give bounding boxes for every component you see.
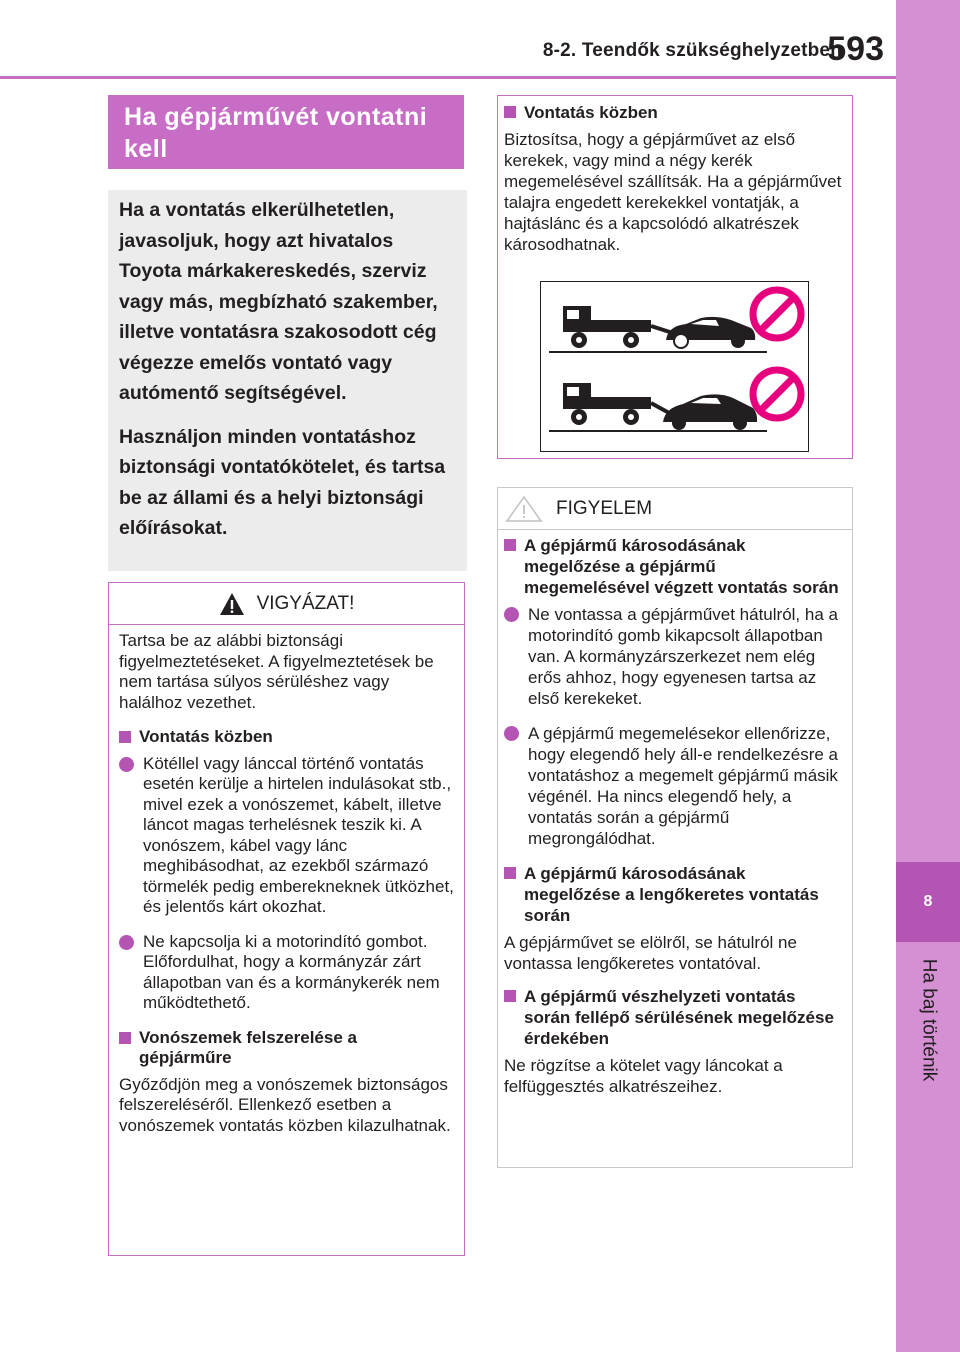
towing-illustration <box>540 281 809 452</box>
notice-box <box>497 487 853 1168</box>
caution-subheading-eyelets: Vonószemek felszerelése a gépjárműre <box>119 1028 454 1069</box>
caution-body <box>109 625 464 1136</box>
notice-subheading-sling: A gépjármű károsodásának megelőzése a lengőkeretes vontatás során <box>504 863 846 926</box>
list-item <box>504 723 846 849</box>
notice-bullet-2: A gépjármű megemelésekor ellenőrizze, hogy elegendő hely áll-e rendelkezésre a vontatáshoz a megemelt gépjármű másik végénél. Ha nincs elegendő hely, a vontatás során a gépjármű megrongálódhat. <box>528 724 838 848</box>
notice-emergency-text: Ne rögzítse a kötelet vagy láncokat a felfüggesztés alkatrészeihez. <box>504 1056 783 1096</box>
intro-paragraph-2: Használjon minden vontatáshoz biztonsági vontatókötelet, és tartsa be az állami és a helyi biztonsági előírásokat. <box>119 425 446 539</box>
intro-box <box>108 190 467 571</box>
round-bullet-icon <box>504 726 519 741</box>
notice-header <box>498 488 852 530</box>
chapter-number-badge: 8 <box>896 862 960 942</box>
caution-header <box>109 583 464 625</box>
towing-subheading: Vontatás közben <box>504 102 846 123</box>
caution-intro: Tartsa be az alábbi biztonsági figyelmeztetéseket. A figyelmeztetések be nem tartása súlyos sérüléshez vagy halálhoz vezethet. <box>119 631 434 712</box>
chapter-side-tab <box>896 0 960 1352</box>
towing-info-box <box>497 95 853 459</box>
round-bullet-icon <box>504 607 519 622</box>
caution-bullet-2: Ne kapcsolja ki a motorindító gombot. Előfordulhat, hogy a kormányzár zárt állapotban van és a kormánykerék nem működtethető. <box>143 931 440 1012</box>
tow-truck-wheel-lift-icon <box>549 306 767 352</box>
towing-text: Biztosítsa, hogy a gépjárművet az első kerekek, vagy mind a négy kerék megemelésével szállítsák. Ha a gépjárművet talajra engedett kerekekkel vontatják, a hajtáslánc és a kapcsolódó alkatrészek károsodhatnak. <box>504 130 842 254</box>
notice-title: FIGYELEM <box>556 497 653 519</box>
section-heading-line2: kell <box>124 135 168 163</box>
header-divider <box>0 76 896 79</box>
list-item <box>119 754 454 918</box>
notice-bullet-1: Ne vontassa a gépjárművet hátulról, ha a motorindító gomb kikapcsolt állapotban van. A kormányzárszerkezet nem elég erős ahhoz, hogy egyenesen tartsa az első kerekeket. <box>528 605 838 708</box>
section-heading-box <box>108 95 464 169</box>
chapter-title-vertical <box>898 950 958 1090</box>
outline-warning-triangle-icon <box>504 495 544 523</box>
page-number: 593 <box>827 30 884 68</box>
tow-truck-prohibited-illustration <box>541 282 808 451</box>
chapter-title-text: Ha baj történik <box>918 958 940 1082</box>
prohibited-sign-icon <box>753 370 801 418</box>
section-heading-line1: Ha gépjárművét vontatni <box>124 103 428 131</box>
warning-triangle-icon <box>219 592 245 616</box>
notice-subheading-emergency: A gépjármű vészhelyzeti vontatás során fellépő sérülésének megelőzése érdekében <box>504 986 846 1049</box>
prohibited-sign-icon <box>753 290 801 338</box>
intro-paragraph-1: Ha a vontatás elkerülhetetlen, javasoljuk, hogy azt hivatalos Toyota márkakereskedés, szerviz vagy más, megbízható szakember, illetve vontatásra szakosodott cég végezze emelős vontató vagy autómentő segítségével. <box>119 199 438 404</box>
caution-subheading-towing: Vontatás közben <box>119 727 454 748</box>
caution-title: VIGYÁZAT! <box>256 592 355 614</box>
section-title: 8-2. Teendők szükséghelyzetben <box>542 40 842 61</box>
caution-bullet-1: Kötéllel vagy lánccal történő vontatás esetén kerülje a hirtelen indulásokat stb., mivel ezek a vonószemet, kábelt, illetve láncot magas terhelésnek teszik ki. A vonószem, kábel vagy lánc meghibásodhat, az ezekből származó törmelék pedig emberekneknek ütközhet, és jelentős kárt okozhat. <box>143 753 454 916</box>
notice-body <box>498 530 852 1097</box>
list-item <box>119 932 454 1014</box>
round-bullet-icon <box>119 935 134 950</box>
round-bullet-icon <box>119 757 134 772</box>
caution-box <box>108 582 465 1256</box>
notice-subheading-lifting: A gépjármű károsodásának megelőzése a gépjármű megemelésével végzett vontatás során <box>504 535 846 598</box>
list-item <box>504 604 846 709</box>
notice-sling-text: A gépjárművet se elölről, se hátulról ne vontassa lengőkeretes vontatóval. <box>504 933 797 973</box>
caution-eyelets-text: Győződjön meg a vonószemek biztonságos felszereléséről. Ellenkező esetben a vonószemek vontatás közben kilazulhatnak. <box>119 1074 451 1135</box>
tow-truck-dolly-icon <box>549 383 767 431</box>
